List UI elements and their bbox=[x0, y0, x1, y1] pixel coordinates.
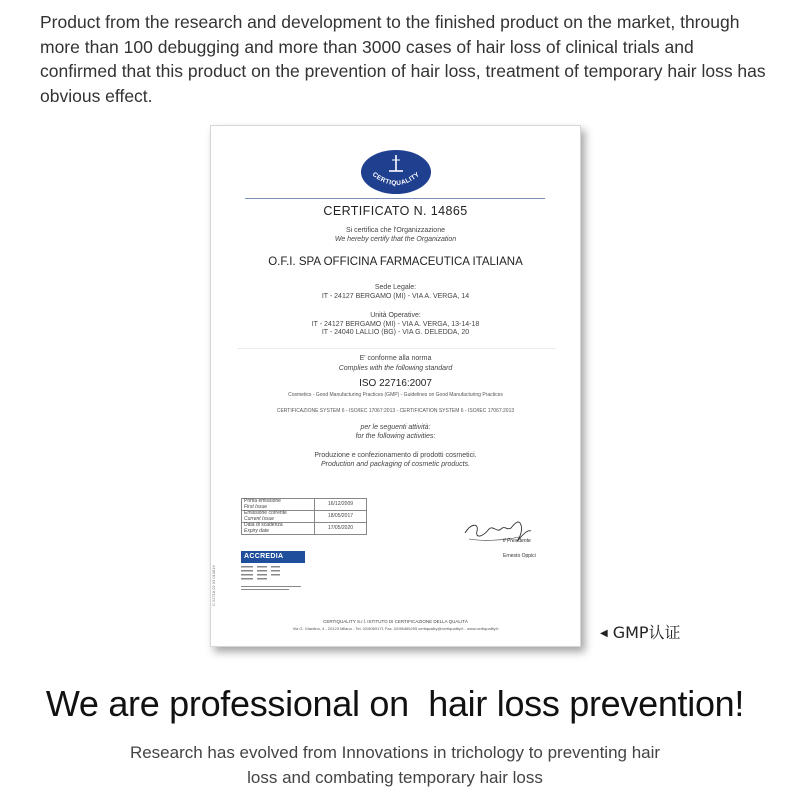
date-label-it: Prima emissione bbox=[244, 498, 281, 504]
intro-paragraph: Product from the research and development to the finished product on the market, through more than 100 debugging and more than 3000 cases of hair loss of clinical trials and confirmed that this product on the prevention of hair loss, treatment of temporary hair loss has obvious effect. bbox=[40, 12, 766, 106]
signature-icon bbox=[461, 511, 541, 551]
subtitle bbox=[0, 740, 790, 790]
scope-italian: Produzione e confezionamento di prodotti cosmetici. bbox=[314, 452, 477, 459]
unita-address-1: IT - 24127 BERGAMO (MI) - VIA A. VERGA, 13-14-18 bbox=[311, 321, 480, 328]
header-rule bbox=[245, 198, 545, 199]
certiquality-logo bbox=[359, 146, 433, 196]
sede-address: IT - 24127 BERGAMO (MI) - VIA A. VERGA, 14 bbox=[321, 293, 470, 300]
unita-label: Unità Operative: bbox=[370, 312, 421, 319]
separator bbox=[237, 348, 556, 349]
footer-line-2: Via G. Giardino, 4 - 20123 Milano - Tel. 02/8069171 Fax. 02/86465295 certiquality@certiquality.it - www.certiquality.it bbox=[292, 626, 499, 631]
headline: We are professional on hair loss prevention! bbox=[45, 683, 745, 724]
standard-code: ISO 22716:2007 bbox=[359, 378, 432, 389]
scope-english: Production and packaging of cosmetic products. bbox=[320, 461, 471, 468]
conforme-english: Complies with the following standard bbox=[338, 365, 453, 372]
certification-scheme: CERTIFICAZIONE SYSTEM 6 - ISO/IEC 17067:2013 - CERTIFICATION SYSTEM 6 - ISO/IEC 17067:2013 bbox=[276, 408, 515, 414]
side-code: C 22718 02 03 010816 bbox=[211, 565, 216, 606]
accreditation-marks bbox=[241, 566, 311, 592]
date-label-en: Expiry date bbox=[244, 527, 270, 534]
table-row bbox=[242, 499, 367, 511]
subtitle-line-2: loss and combating temporary hair loss bbox=[247, 768, 543, 787]
unita-address-2: IT - 24040 LALLIO (BG) - VIA G. DELEDDA, 20 bbox=[321, 329, 470, 336]
gmp-label: GMP认证 bbox=[612, 623, 681, 642]
certify-italian: Si certifica che l'Organizzazione bbox=[346, 227, 445, 234]
president-name: Ernesto Oppici bbox=[503, 553, 536, 559]
date-value: 16/12/2009 bbox=[315, 499, 367, 511]
organization-name: O.F.I. SPA OFFICINA FARMACEUTICA ITALIANA bbox=[268, 256, 523, 268]
date-value: 17/05/2020 bbox=[315, 523, 367, 535]
activities-english: for the following activities: bbox=[355, 433, 436, 440]
date-value: 18/05/2017 bbox=[315, 511, 367, 523]
accredia-logo: ACCREDIA bbox=[241, 551, 305, 563]
date-label-en: First Issue bbox=[244, 503, 268, 510]
date-label-it: Data di scadenza bbox=[244, 522, 283, 528]
date-label-it: Emissione corrente bbox=[244, 510, 287, 516]
footer-line-1: CERTIQUALITY S.r.l. ISTITUTO DI CERTIFICAZIONE DELLA QUALITÀ bbox=[323, 619, 468, 624]
date-label-en: Current Issue bbox=[244, 515, 275, 522]
president-label: Il Presidente bbox=[503, 538, 531, 544]
table-row bbox=[242, 511, 367, 523]
logo-text: CERTIQUALITY bbox=[370, 171, 422, 188]
sede-label: Sede Legale: bbox=[374, 284, 417, 291]
dates-table bbox=[241, 498, 367, 535]
gmp-certificate bbox=[210, 125, 581, 647]
certify-english: We hereby certify that the Organization bbox=[334, 236, 457, 243]
conforme-italian: E' conforme alla norma bbox=[359, 355, 432, 362]
table-row bbox=[242, 523, 367, 535]
triangle-left-icon: ◀ bbox=[600, 628, 608, 639]
subtitle-line-1: Research has evolved from Innovations in trichology to preventing hair bbox=[129, 743, 661, 762]
certificate-number: CERTIFICATO N. 14865 bbox=[323, 204, 468, 218]
gmp-caption bbox=[600, 620, 681, 643]
activities-italian: per le seguenti attività: bbox=[360, 424, 431, 431]
standard-description: Cosmetics - Good Manufacturing Practices (GMP) - Guidelines on Good Manufacturing Practices bbox=[288, 392, 503, 398]
